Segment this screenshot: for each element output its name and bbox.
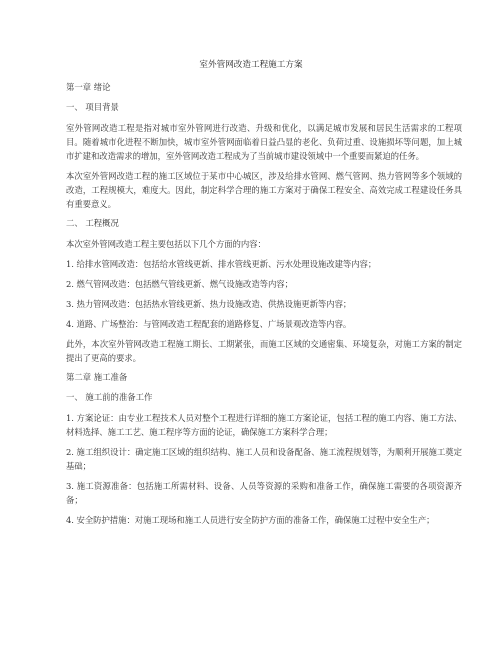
list-item: 4. 安全防护措施：对施工现场和施工人员进行安全防护方面的准备工作，确保施工过程中安全生产；	[66, 515, 435, 525]
section-preparation-heading: 一、 施工前的准备工作	[66, 392, 153, 402]
paragraph: 室外管网改造工程是指对城市室外管网进行改造、升级和优化，以满足城市发展和居民生活需求的工程项目。随着城市化进程不断加快，城市室外管网面临着日益凸显的老化、负荷过重、设施损坏等问题，加上城市扩建和改造需求的增加，室外管网改造工程成为了当前城市建设领域中一个重要而紧迫的任务。	[66, 123, 462, 161]
section-project-background-heading: 一、 项目背景	[66, 102, 119, 112]
paragraph: 此外，本次室外管网改造工程施工期长、工期紧张，而施工区域的交通密集、环境复杂，对施工方案的制定提出了更高的要求。	[66, 339, 462, 363]
chapter-1-heading: 第一章 绪论	[66, 82, 111, 92]
list-item: 2. 燃气管网改造：包括燃气管线更新、燃气设施改造等内容；	[66, 279, 293, 289]
list-item: 1. 方案论证：由专业工程技术人员对整个工程进行详细的施工方案论证，包括工程的施工内容、施工方法、材料选择、施工工艺、施工程序等方面的论证，确保施工方案科学合理；	[66, 413, 462, 437]
list-item: 3. 热力管网改造：包括热水管线更新、热力设施改造、供热设施更新等内容；	[66, 299, 352, 309]
paragraph: 本次室外管网改造工程的施工区域位于某市中心城区，涉及给排水管网、燃气管网、热力管网等多个领域的改造，工程规模大，难度大。因此，制定科学合理的施工方案对于确保工程安全、高效完成工程建设任务具有重要意义。	[66, 171, 462, 209]
paragraph: 本次室外管网改造工程主要包括以下几个方面的内容：	[66, 239, 266, 249]
section-project-overview-heading: 二、 工程概况	[66, 218, 119, 228]
chapter-2-heading: 第二章 施工准备	[66, 372, 128, 382]
list-item: 3. 施工资源准备：包括施工所需材料、设备、人员等资源的采购和准备工作，确保施工需要的各项资源齐备；	[66, 481, 462, 505]
list-item: 2. 施工组织设计：确定施工区域的组织结构、施工人员和设备配备、施工流程规划等，为顺利开展施工奠定基础；	[66, 447, 462, 471]
list-item: 4. 道路、广场整治：与管网改造工程配套的道路修复、广场景观改造等内容。	[66, 319, 352, 329]
document-title: 室外管网改造工程施工方案	[199, 60, 303, 70]
list-item: 1. 给排水管网改造：包括给水管线更新、排水管线更新、污水处理设施改建等内容；	[66, 259, 377, 269]
